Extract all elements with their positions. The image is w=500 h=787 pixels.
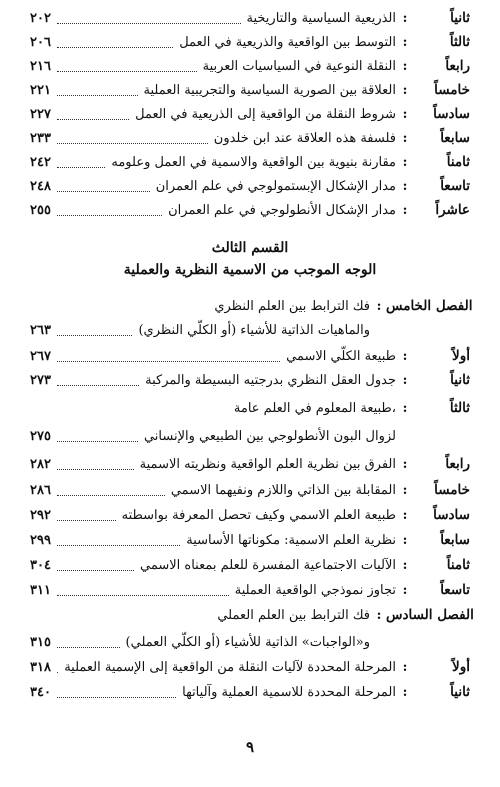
dot-leader [57,385,139,386]
toc-entry: عاشراً : مدار الإشكال الأنطولوجي في علم العمران ٢٥٥ [30,202,470,218]
chapter-heading-cont [30,630,470,654]
toc-entry: تاسعاً : تجاوز نموذجي الواقعية العملية ٣١١ [30,582,470,598]
dot-leader [57,191,150,192]
entry-ordinal: رابعاً [445,58,470,74]
chapter-heading-cont [30,318,470,342]
dot-leader [57,672,58,673]
toc-entry: ثانياً : جدول العقل النظري بدرجتيه البسيطة والمركبة ٢٧٣ [30,372,470,388]
toc-entry: ثانياً : الذريعية السياسية والتاريخية ٢٠٢ [30,10,470,26]
entry-title: الذريعية السياسية والتاريخية [246,10,396,26]
entry-title: المرحلة المحددة للاسمية العملية وآلياتها [182,684,396,700]
entry-page: ٢٠٢ [30,10,51,26]
entry-page: ٢١٦ [30,58,51,74]
entry-ordinal: ثالثاً [449,400,470,416]
entry-title: مدار الإشكال الأنطولوجي في علم العمران [168,202,396,218]
toc-entry: ثالثاً : التوسط بين الواقعية والذريعية في العمل ٢٠٦ [30,34,470,50]
page-number: ٩ [245,738,255,756]
entry-page: ٢٣٣ [30,130,51,146]
entry-title: مدار الإشكال الإبستمولوجي في علم العمران [155,178,396,194]
entry-title: شروط النقلة من الواقعية إلى الذريعية في العمل [135,106,396,122]
dot-leader [57,119,129,120]
chapter-heading: الفصل الخامس : فك الترابط بين العلم النظري [214,298,473,314]
dot-leader [57,441,138,442]
entry-page: ٣٠٤ [30,557,51,573]
entry-page: ٢٦٧ [30,348,51,364]
dot-leader [57,335,133,336]
entry-page: ٢٧٣ [30,372,51,388]
entry-page: ٢٢٧ [30,106,51,122]
entry-page: ٢٩٩ [30,532,51,548]
dot-leader [57,143,208,144]
entry-ordinal: أولاً [452,348,470,364]
entry-ordinal: رابعاً [445,456,470,472]
toc-entry: رابعاً : النقلة النوعية في السياسيات العربية ٢١٦ [30,58,470,74]
entry-page: ٢٤٢ [30,154,51,170]
entry-ordinal: ثالثاً [449,34,470,50]
toc-entry: خامساً : المقابلة بين الذاتي واللازم ونفيهما الاسمي ٢٨٦ [30,482,470,498]
toc-entry: خامساً : العلاقة بين الصورية السياسية والتجريبية العملية ٢٢١ [30,82,470,98]
entry-title: التوسط بين الواقعية والذريعية في العمل [179,34,396,50]
dot-leader [57,495,165,496]
dot-leader [57,71,197,72]
entry-page: ٢٤٨ [30,178,51,194]
entry-title: المقابلة بين الذاتي واللازم ونفيهما الاسمي [170,482,396,498]
section-title: القسم الثالث [211,240,289,256]
dot-leader [57,520,116,521]
toc-entry-cont [30,424,470,448]
entry-title: نظرية العلم الاسمية: مكوناتها الأساسية [186,532,396,548]
entry-title-cont: لزوال البون الأنطولوجي بين الطبيعي والإنساني [143,428,396,444]
dot-leader [57,167,105,168]
entry-title: الآليات الاجتماعية المفسرة للعلم بمعناه الاسمي [140,557,396,573]
entry-title: جدول العقل النظري بدرجتيه البسيطة والمركبة [145,372,396,388]
dot-leader [57,570,134,571]
section-subtitle: الوجه الموجب من الاسمية النظرية والعملية [123,262,377,278]
entry-ordinal: أولاً [452,659,470,675]
entry-page: ٣١١ [30,582,51,598]
toc-entry: ثامناً : الآليات الاجتماعية المفسرة للعلم بمعناه الاسمي ٣٠٤ [30,557,470,573]
entry-title: طبيعة المعلوم في العلم عامة، [233,400,396,416]
entry-page: ٢٩٢ [30,507,51,523]
entry-page: ٣٤٠ [30,684,51,700]
entry-ordinal: ثامناً [446,557,470,573]
dot-leader [57,469,134,470]
toc-entry: سابعاً : فلسفة هذه العلاقة عند ابن خلدون ٢٣٣ [30,130,470,146]
dot-leader [57,545,180,546]
entry-ordinal: ثانياً [450,372,470,388]
chapter-title-line2: والماهيات الذاتية للأشياء (أو الكلّي النظري) [138,322,370,338]
chapter-label: الفصل السادس [386,607,474,623]
entry-ordinal: خامساً [434,482,470,498]
dot-leader [57,23,241,24]
entry-ordinal: سابعاً [440,130,470,146]
entry-page: ٢٠٦ [30,34,51,50]
entry-title: طبيعة الكلّي الاسمي [286,348,396,364]
entry-ordinal: سادساً [433,106,470,122]
entry-page: ٢٨٦ [30,482,51,498]
entry-title: الفرق بين نظرية العلم الواقعية ونظريته الاسمية [139,456,396,472]
dot-leader [57,361,280,362]
entry-ordinal: تاسعاً [440,582,470,598]
dot-leader [57,697,176,698]
toc-entry: سادساً : طبيعة العلم الاسمي وكيف تحصل المعرفة بواسطته ٢٩٢ [30,507,470,523]
chapter-title-line1: فك الترابط بين العلم النظري [214,298,370,314]
dot-leader [57,95,138,96]
toc-entry: ثامناً : مقارنة بنيوية بين الواقعية والاسمية في العمل وعلومه ٢٤٢ [30,154,470,170]
chapter-heading: الفصل السادس : فك الترابط بين العلم العملي [217,607,474,623]
entry-title: طبيعة العلم الاسمي وكيف تحصل المعرفة بواسطته [121,507,396,523]
chapter-title-line2: و«الواجبات» الذاتية للأشياء (أو الكلّي العملي) [125,634,370,650]
entry-ordinal: سادساً [433,507,470,523]
dot-leader [57,647,120,648]
entry-page: ٢٧٥ [30,428,51,444]
chapter-page: ٢٦٣ [30,322,51,338]
entry-title: تجاوز نموذجي الواقعية العملية [234,582,396,598]
entry-ordinal: خامساً [434,82,470,98]
dot-leader [57,47,173,48]
toc-entry: سابعاً : نظرية العلم الاسمية: مكوناتها الأساسية ٢٩٩ [30,532,470,548]
toc-entry: رابعاً : الفرق بين نظرية العلم الواقعية ونظريته الاسمية ٢٨٢ [30,456,470,472]
entry-ordinal: ثانياً [450,10,470,26]
entry-ordinal: تاسعاً [440,178,470,194]
entry-title: النقلة النوعية في السياسيات العربية [202,58,396,74]
toc-entry: أولاً : المرحلة المحددة لآليات النقلة من الواقعية إلى الإسمية العملية ٣١٨ [30,659,470,675]
entry-title: فلسفة هذه العلاقة عند ابن خلدون [213,130,396,146]
entry-ordinal: عاشراً [435,202,470,218]
dot-leader [57,595,229,596]
entry-page: ٣١٨ [30,659,51,675]
entry-title: المرحلة المحددة لآليات النقلة من الواقعية إلى الإسمية العملية [64,659,396,675]
entry-page: ٢٨٢ [30,456,51,472]
chapter-label: الفصل الخامس [386,298,473,314]
toc-entry: أولاً : طبيعة الكلّي الاسمي ٢٦٧ [30,348,470,364]
toc-entry: سادساً : شروط النقلة من الواقعية إلى الذريعية في العمل ٢٢٧ [30,106,470,122]
entry-title: مقارنة بنيوية بين الواقعية والاسمية في العمل وعلومه [111,154,396,170]
entry-title: العلاقة بين الصورية السياسية والتجريبية العملية [143,82,396,98]
entry-page: ٢٢١ [30,82,51,98]
entry-page: ٢٥٥ [30,202,51,218]
entry-ordinal: ثامناً [446,154,470,170]
entry-ordinal: سابعاً [440,532,470,548]
toc-entry: ثالثاً : طبيعة المعلوم في العلم عامة، [233,400,470,416]
dot-leader [57,215,162,216]
toc-entry: تاسعاً : مدار الإشكال الإبستمولوجي في علم العمران ٢٤٨ [30,178,470,194]
chapter-page: ٣١٥ [30,634,51,650]
toc-entry: ثانياً : المرحلة المحددة للاسمية العملية وآلياتها ٣٤٠ [30,684,470,700]
entry-ordinal: ثانياً [450,684,470,700]
chapter-title-line1: فك الترابط بين العلم العملي [217,607,370,623]
